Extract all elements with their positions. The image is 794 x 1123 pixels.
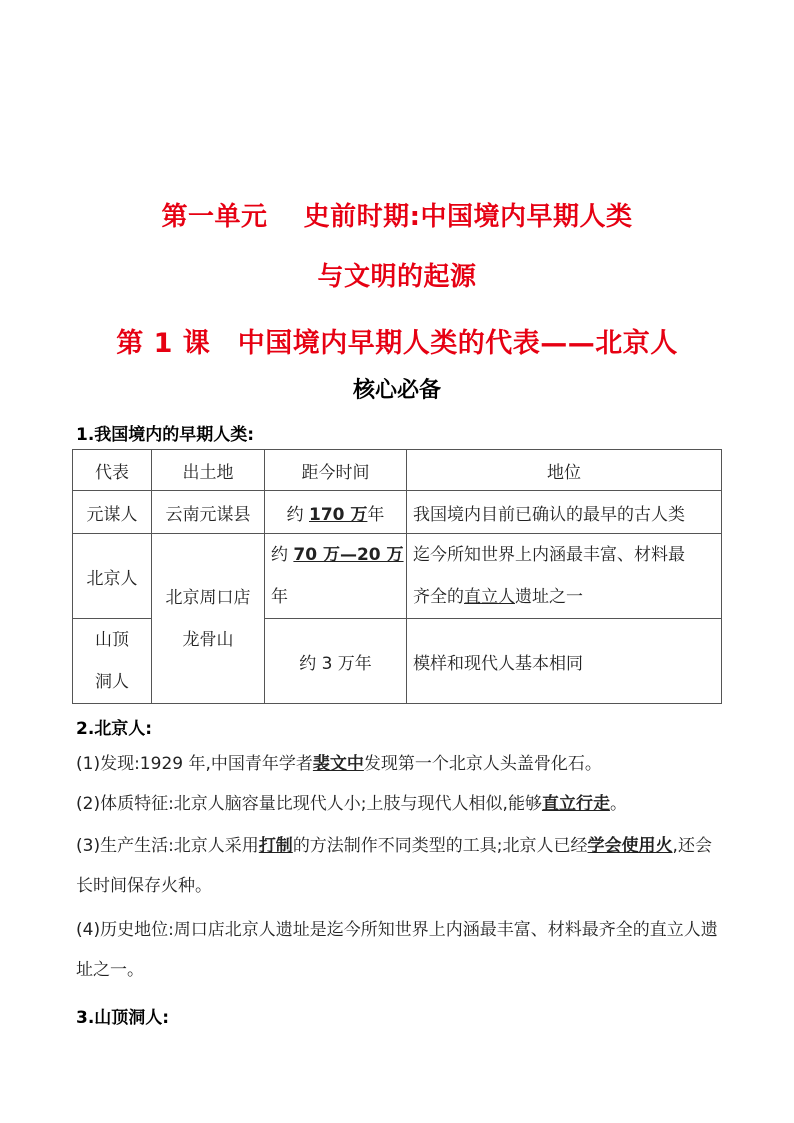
time-prefix: 约	[286, 504, 309, 525]
status-cell: 我国境内目前已确认的最早的古人类	[407, 491, 722, 534]
status-underlined: 直立人	[464, 587, 515, 607]
status-part: 齐全的	[413, 587, 464, 607]
status-cell	[407, 534, 722, 619]
time-prefix: 约	[271, 545, 294, 565]
early-humans-table	[72, 449, 722, 704]
place-line2: 龙骨山	[182, 629, 234, 650]
text-part: 的方法制作不同类型的工具;北京人已经	[292, 836, 588, 856]
time-cell	[265, 491, 407, 534]
paragraph-historical-status: (4)历史地位:周口店北京人遗址是迄今所知世界上内涵最丰富、材料最齐全的直立人遗址之一。	[76, 920, 718, 980]
status-part: 迄今所知世界上内涵最丰富、材料最	[413, 545, 685, 565]
section-title: 核心必备	[352, 378, 441, 403]
key-term: 裴文中	[312, 754, 364, 774]
heading-upper-cave-man: 3.山顶洞人:	[76, 1008, 170, 1028]
paragraph-physical-traits	[76, 784, 722, 824]
header-cell: 代表	[73, 450, 152, 491]
time-suffix: 年	[367, 504, 385, 525]
lesson-title: 第 1 课 中国境内早期人类的代表——北京人	[116, 328, 678, 359]
time-suffix: 年	[271, 587, 288, 607]
header-cell: 出土地	[152, 450, 265, 491]
text-part: 。	[609, 794, 627, 814]
time-cell	[265, 534, 407, 619]
unit-title: 第一单元 史前时期:中国境内早期人类	[161, 202, 633, 232]
name-line2: 洞人	[95, 672, 129, 692]
time-key: 170 万	[309, 504, 368, 525]
header-cell: 地位	[407, 450, 722, 491]
status-part: 遗址之一	[515, 587, 583, 607]
heading-beijing-man: 2.北京人:	[76, 719, 153, 739]
text-part: 发现第一个北京人头盖骨化石。	[363, 754, 602, 774]
text-part: (3)生产生活:北京人采用	[76, 836, 259, 856]
name-line1: 山顶	[95, 630, 129, 650]
key-term: 直立行走	[541, 794, 610, 814]
text-part: (1)发现:1929 年,中国青年学者	[76, 754, 313, 774]
heading-early-humans: 1.我国境内的早期人类:	[76, 425, 255, 445]
status-cell: 模样和现代人基本相同	[407, 619, 722, 704]
table-row	[73, 534, 722, 619]
header-cell: 距今时间	[265, 450, 407, 491]
table-header-row	[73, 450, 722, 491]
paragraph-life	[76, 826, 722, 906]
place-line1: 北京周口店	[165, 587, 251, 608]
key-term: 打制	[258, 836, 293, 856]
text-part: ,还会长时间保存火种。	[76, 836, 712, 896]
time-cell: 约 3 万年	[265, 619, 407, 704]
table-row	[73, 491, 722, 534]
name-cell	[73, 619, 152, 704]
time-key: 70 万—20 万	[293, 545, 404, 565]
text-part: (2)体质特征:北京人脑容量比现代人小;上肢与现代人相似,能够	[76, 794, 542, 814]
unit-title-line2: 与文明的起源	[317, 262, 477, 292]
paragraph-discovery	[76, 744, 722, 784]
key-term: 学会使用火	[587, 836, 673, 856]
name-cell: 北京人	[73, 534, 152, 619]
place-cell-shared	[152, 534, 265, 704]
place-cell: 云南元谋县	[152, 491, 265, 534]
name-cell: 元谋人	[73, 491, 152, 534]
